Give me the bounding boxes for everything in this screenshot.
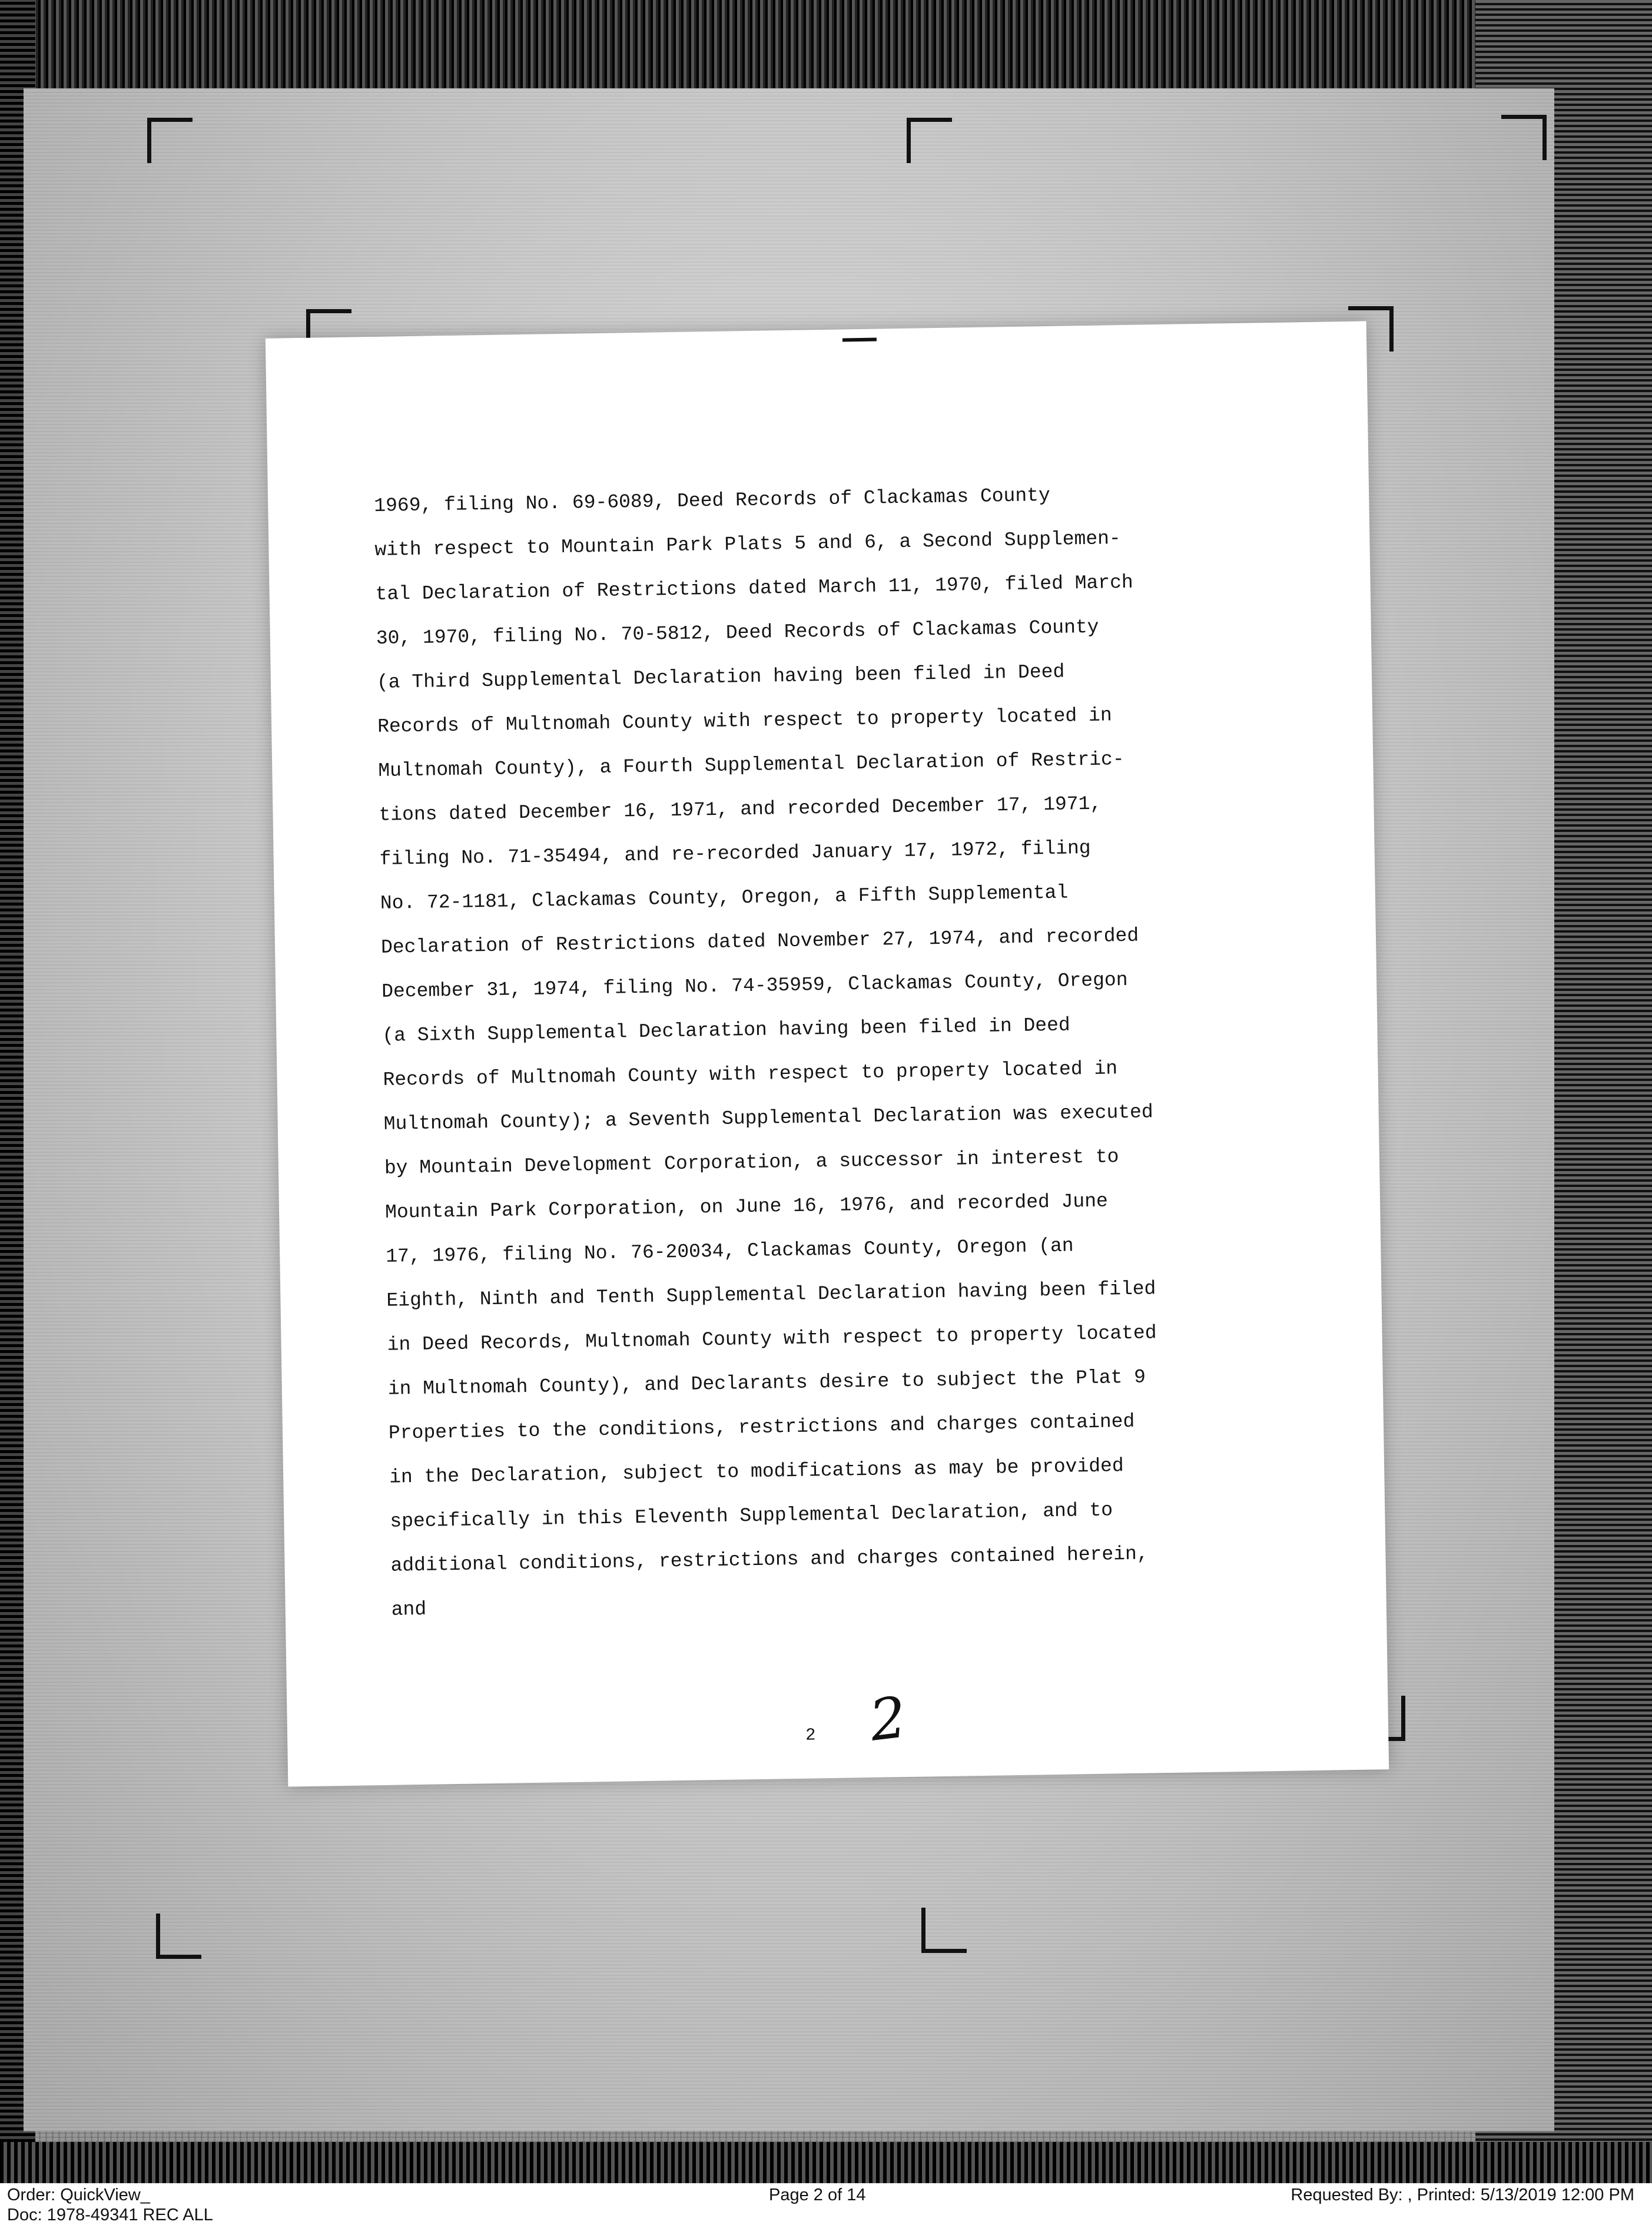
- scan-noise-top: [0, 0, 1652, 88]
- footer-requested-printed: Requested By: , Printed: 5/13/2019 12:00 PM: [1291, 2186, 1634, 2204]
- body-line: Records of Multnomah County with respect to property located in: [383, 1057, 1118, 1091]
- body-line: by Mountain Development Corporation, a successor in interest to: [384, 1146, 1119, 1179]
- body-line: in the Declaration, subject to modifications as may be provided: [389, 1455, 1124, 1488]
- body-line: 1969, filing No. 69-6089, Deed Records of Clackamas County: [373, 484, 1051, 517]
- body-line: in Multnomah County), and Declarants desire to subject the Plat 9: [387, 1366, 1146, 1400]
- handwritten-page-number: 2: [866, 1684, 910, 1754]
- body-line: tions dated December 16, 1971, and recorded December 17, 1971,: [379, 792, 1102, 826]
- body-line: December 31, 1974, filing No. 74-35959, Clackamas County, Oregon: [381, 969, 1128, 1003]
- body-line: Records of Multnomah County with respect to property located in: [377, 704, 1112, 738]
- body-line: Eighth, Ninth and Tenth Supplemental Declaration having been filed: [386, 1278, 1156, 1312]
- document-body: [374, 470, 1298, 1632]
- body-line: 30, 1970, filing No. 70-5812, Deed Records of Clackamas County: [376, 616, 1099, 649]
- body-line: filing No. 71-35494, and re-recorded January 17, 1972, filing: [379, 837, 1091, 870]
- body-line: (a Sixth Supplemental Declaration having been filed in Deed: [382, 1014, 1070, 1047]
- top-dash-mark: [842, 338, 877, 342]
- crop-mark-outer-bottom-center: [921, 1908, 967, 1953]
- body-line: and: [391, 1598, 427, 1621]
- body-line: Multnomah County), a Fourth Supplemental Declaration of Restric-: [378, 748, 1124, 782]
- crop-mark-outer-top-right: [1501, 115, 1547, 160]
- body-line: (a Third Supplemental Declaration having been filed in Deed: [376, 661, 1065, 694]
- body-line: additional conditions, restrictions and charges contained herein,: [390, 1543, 1149, 1577]
- body-line: in Deed Records, Multnomah County with respect to property located: [387, 1322, 1157, 1356]
- document-page: [266, 321, 1389, 1786]
- print-footer: [0, 2183, 1652, 2223]
- body-line: with respect to Mountain Park Plats 5 and 6, a Second Supplemen-: [374, 528, 1122, 561]
- footer-order: Order: QuickView_: [7, 2186, 150, 2204]
- body-line: No. 72-1181, Clackamas County, Oregon, a Fifth Supplemental: [380, 881, 1069, 914]
- crop-mark-outer-top-left: [147, 118, 193, 163]
- body-line: Mountain Park Corporation, on June 16, 1976, and recorded June: [384, 1190, 1109, 1223]
- crop-mark-outer-top-center: [907, 118, 952, 163]
- page-number: 2: [805, 1725, 816, 1745]
- crop-mark-outer-bottom-left: [156, 1914, 201, 1959]
- footer-doc-id: Doc: 1978-49341 REC ALL: [7, 2206, 213, 2224]
- footer-page-indicator: Page 2 of 14: [769, 2186, 866, 2204]
- body-line: Declaration of Restrictions dated November 27, 1974, and recorded: [380, 924, 1139, 959]
- scan-noise-bottom: [0, 2142, 1652, 2183]
- body-line: 17, 1976, filing No. 76-20034, Clackamas County, Oregon (an: [386, 1235, 1074, 1268]
- body-line: Properties to the conditions, restrictions and charges contained: [388, 1410, 1135, 1444]
- body-line: specifically in this Eleventh Supplemental Declaration, and to: [390, 1499, 1113, 1533]
- body-line: tal Declaration of Restrictions dated March 11, 1970, filed March: [375, 571, 1133, 605]
- body-line: Multnomah County); a Seventh Supplemental Declaration was executed: [383, 1101, 1153, 1135]
